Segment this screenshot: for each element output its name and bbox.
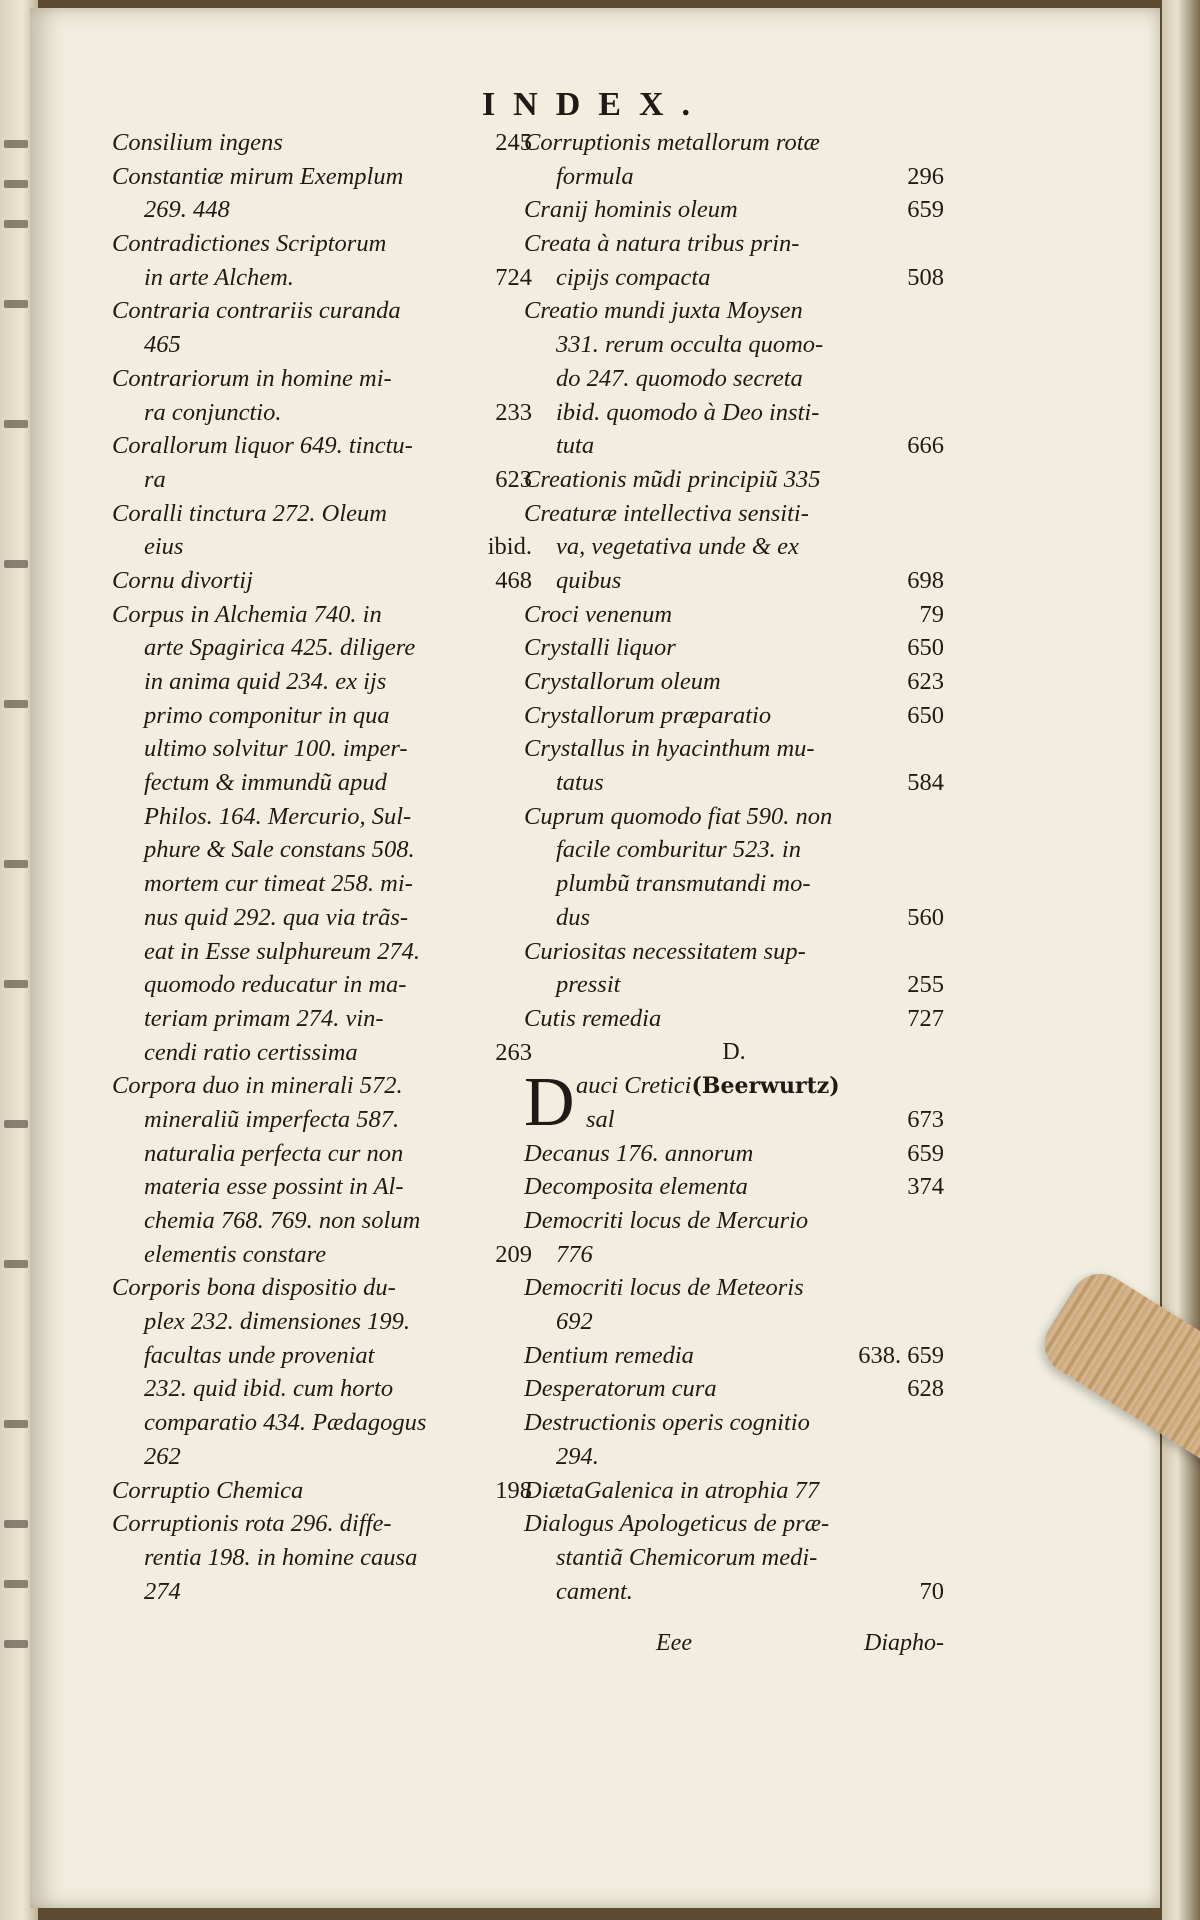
entry-line (112, 699, 532, 733)
entry-text: Decomposita elementa (524, 1173, 748, 1201)
entry-page: 628 (907, 1375, 944, 1403)
entry-text: dus (556, 903, 591, 931)
entry-text: cipijs compacta (556, 263, 711, 291)
entry-text: Corallorum liquor 649. tinctu- (112, 432, 413, 460)
entry-page: 727 (907, 1004, 944, 1032)
entry-line (524, 699, 944, 733)
index-entry (112, 1507, 532, 1608)
entry-text: Cutis remedia (524, 1004, 662, 1032)
entry-text: 262 (144, 1442, 181, 1470)
entry-line (112, 1271, 532, 1305)
index-entry (524, 1507, 944, 1608)
entry-line (112, 362, 532, 396)
page-edge-right (1162, 0, 1200, 1920)
entry-line (524, 766, 944, 800)
entry-page: 650 (907, 701, 944, 729)
entry-line (112, 732, 532, 766)
entry-line (524, 126, 944, 160)
entry-line (112, 530, 532, 564)
index-entry (112, 227, 532, 294)
entry-text: 232. quid ibid. cum horto (144, 1375, 394, 1403)
entry-line (112, 1474, 532, 1508)
entry-line (524, 463, 944, 497)
entry-text: arte Spagirica 425. diligere (144, 634, 416, 662)
index-entry (524, 1137, 944, 1171)
index-entry (524, 193, 944, 227)
entry-line (524, 261, 944, 295)
entry-text: plumbũ transmutandi mo- (556, 870, 811, 898)
entry-text: mortem cur timeat 258. mi- (144, 870, 413, 898)
entry-text: tuta (556, 432, 595, 460)
page-title: INDEX. (481, 86, 709, 123)
entry-text: 776 (556, 1240, 593, 1268)
entry-line (112, 631, 532, 665)
entry-text: comparatio 434. Pædagogus (144, 1409, 427, 1437)
entry-text: 294. (556, 1442, 599, 1470)
entry-text: Crystalli liquor (524, 634, 676, 662)
entry-page: 468 (495, 566, 532, 594)
index-entry (524, 1271, 944, 1338)
entry-text: Creata à natura tribus prin- (524, 230, 800, 258)
entry-line (524, 800, 944, 834)
index-entry (524, 1474, 944, 1508)
entry-text: in anima quid 234. ex ijs (144, 668, 387, 695)
index-entry (524, 126, 944, 193)
index-entry (112, 160, 532, 227)
entry-text: phure & Sale constans 508. (144, 836, 415, 864)
index-entry (524, 294, 944, 462)
index-entry (112, 294, 532, 361)
entry-line (112, 598, 532, 632)
entry-text: 331. rerum occulta quomo- (556, 331, 824, 359)
entry-line (112, 1170, 532, 1204)
entry-text: quibus (556, 566, 622, 594)
entry-page: 374 (907, 1173, 944, 1201)
entry-line (112, 1069, 532, 1103)
entry-text: ibid. quomodo à Deo insti- (556, 398, 820, 426)
entry-line (524, 1507, 944, 1541)
entry-line (112, 160, 532, 194)
entry-line (112, 1575, 532, 1609)
entry-page: 650 (907, 634, 944, 662)
entry-line (524, 396, 944, 430)
entry-text: pressit (556, 971, 621, 999)
entry-line (524, 631, 944, 665)
entry-text: facile comburitur 523. in (556, 836, 801, 864)
entry-line (524, 598, 944, 632)
dropcap-entry (524, 1064, 944, 1142)
catchword: Diapho- (864, 1630, 944, 1656)
entry-text: Dialogus Apologeticus de præ- (524, 1510, 830, 1538)
entry-text: materia esse possint in Al- (144, 1173, 404, 1201)
entry-page: 584 (907, 769, 944, 797)
entry-line (524, 497, 944, 531)
index-entry (112, 564, 532, 598)
entry-line (112, 328, 532, 362)
entry-text: Crystallus in hyacinthum mu- (524, 735, 815, 763)
entry-text: auci Cretici (576, 1072, 692, 1100)
entry-text: va, vegetativa unde & ex (556, 533, 799, 561)
entry-line (524, 294, 944, 328)
entry-line (524, 1305, 944, 1339)
entry-text: do 247. quomodo secreta (556, 364, 803, 392)
entry-text: sal (586, 1105, 615, 1133)
entry-line (112, 833, 532, 867)
entry-line (524, 160, 944, 194)
index-entry (524, 497, 944, 598)
entry-line (112, 1541, 532, 1575)
index-entry (112, 429, 532, 496)
entry-text: Crystallorum oleum (524, 668, 721, 695)
entry-text: Crystallorum præparatio (524, 701, 772, 729)
entry-text: elementis constare (144, 1240, 327, 1268)
entry-page: 198 (495, 1476, 532, 1504)
entry-line (524, 1137, 944, 1171)
index-entry (112, 126, 532, 160)
entry-text: mineraliũ imperfecta 587. (144, 1105, 400, 1133)
entry-line (112, 1137, 532, 1171)
entry-page: 724 (495, 263, 532, 291)
index-entry (524, 800, 944, 935)
entry-line (112, 1440, 532, 1474)
entry-text: Democriti locus de Meteoris (524, 1274, 804, 1302)
index-entry (112, 1271, 532, 1473)
entry-line (524, 328, 944, 362)
entry-text: Corpora duo in minerali 572. (112, 1072, 403, 1100)
entry-line (524, 1372, 944, 1406)
entry-line (524, 530, 944, 564)
entry-line (112, 1507, 532, 1541)
index-entry (524, 1204, 944, 1271)
entry-line (524, 429, 944, 463)
entry-line (112, 396, 532, 430)
entry-line (112, 968, 532, 1002)
entry-line (524, 1238, 944, 1272)
entry-text: Consilium ingens (112, 129, 283, 156)
entry-text: Corpus in Alchemia 740. in (112, 600, 382, 628)
entry-line (112, 800, 532, 834)
entry-line (112, 1036, 532, 1070)
entry-page: 255 (907, 971, 944, 999)
index-entry (524, 665, 944, 699)
book-page (30, 8, 1160, 1908)
entry-text: Cornu divortij (112, 566, 253, 594)
entry-line (524, 665, 944, 699)
entry-line (524, 935, 944, 969)
entry-text: eat in Esse sulphureum 274. (144, 937, 421, 965)
entry-line (112, 564, 532, 598)
entry-page: 209 (495, 1240, 532, 1268)
index-entry (524, 935, 944, 1002)
entry-page: 263 (495, 1038, 532, 1066)
index-entry (112, 362, 532, 429)
index-entry (524, 699, 944, 733)
signature-mark: Eee (656, 1630, 692, 1656)
entry-line (112, 463, 532, 497)
entry-page: 698 (907, 566, 944, 594)
entry-line (524, 564, 944, 598)
index-entry (524, 1406, 944, 1473)
entry-line (112, 497, 532, 531)
entry-page: 70 (919, 1577, 944, 1605)
entry-text: Corporis bona dispositio du- (112, 1274, 396, 1302)
entry-line (112, 901, 532, 935)
entry-line (524, 1575, 944, 1609)
entry-line (524, 901, 944, 935)
entry-text: cament. (556, 1577, 633, 1605)
entry-text: primo componitur in qua (144, 701, 390, 729)
entry-line (112, 294, 532, 328)
entry-line (524, 362, 944, 396)
index-entry (524, 227, 944, 294)
entry-text: nus quid 292. qua via trãs- (144, 903, 409, 931)
entry-text: formula (556, 162, 634, 190)
entry-text: Creatio mundi juxta Moysen (524, 297, 803, 325)
entry-line (112, 261, 532, 295)
entry-line (524, 1204, 944, 1238)
entry-text: Corruptionis rota 296. diffe- (112, 1510, 392, 1538)
index-entry (112, 1474, 532, 1508)
entry-text: Democriti locus de Mercurio (524, 1207, 809, 1235)
entry-line (112, 126, 532, 160)
entry-text: plex 232. dimensiones 199. (144, 1308, 411, 1336)
entry-page: ibid. (487, 533, 532, 561)
index-entry (112, 1069, 532, 1271)
entry-line (524, 1271, 944, 1305)
entry-text: cendi ratio certissima (144, 1038, 358, 1066)
entry-text: 274 (144, 1577, 181, 1605)
index-entry (524, 631, 944, 665)
entry-page: 659 (907, 196, 944, 224)
entry-page: 623 (907, 668, 944, 695)
entry-line (524, 1170, 944, 1204)
entry-text: Curiositas necessitatem sup- (524, 937, 806, 965)
entry-line (112, 665, 532, 699)
entry-page: 79 (919, 600, 944, 628)
section-letter-d: D. (722, 1038, 746, 1065)
entry-line (112, 1238, 532, 1272)
entry-text: Decanus 176. annorum (524, 1139, 754, 1167)
entry-text: Croci venenum (524, 600, 673, 628)
entry-text: ra (144, 465, 166, 493)
entry-page: 638. 659 (858, 1341, 944, 1369)
entry-text: Philos. 164. Mercurio, Sul- (144, 802, 412, 830)
entry-text: rentia 198. in homine causa (144, 1543, 418, 1571)
entry-line (112, 867, 532, 901)
entry-page: 508 (907, 263, 944, 291)
entry-text: Creationis mũdi principiũ 335 (524, 465, 821, 493)
entry-line (524, 1541, 944, 1575)
dropcap-letter: D (524, 1064, 575, 1142)
entry-text: 692 (556, 1308, 593, 1336)
index-entry (524, 732, 944, 799)
entry-line (524, 1002, 944, 1036)
entry-text: in arte Alchem. (144, 263, 294, 291)
entry-text: ra conjunctio. (144, 398, 282, 426)
entry-page: 666 (907, 432, 944, 460)
entry-line (524, 227, 944, 261)
entry-line (112, 429, 532, 463)
entry-line (112, 227, 532, 261)
entry-text: Desperatorum cura (524, 1375, 717, 1403)
fraktur-gloss: (Beerwurtz) (691, 1073, 840, 1100)
entry-text: Corruptionis metallorum rotæ (524, 129, 820, 156)
entry-text: Contrariorum in homine mi- (112, 364, 392, 392)
index-entry (112, 598, 532, 1070)
entry-page: 296 (907, 162, 944, 190)
entry-text: fectum & immundũ apud (144, 769, 387, 797)
entry-text: stantiã Chemicorum medi- (556, 1543, 818, 1571)
entry-text: eius (144, 533, 184, 561)
entry-line (524, 833, 944, 867)
index-entry (524, 463, 944, 497)
entry-text: quomodo reducatur in ma- (144, 971, 407, 999)
entry-text: Corruptio Chemica (112, 1476, 304, 1504)
entry-text: 465 (144, 331, 181, 359)
entry-text: Creaturæ intellectiva sensiti- (524, 499, 809, 527)
entry-line (112, 1204, 532, 1238)
entry-line (524, 732, 944, 766)
entry-line (524, 867, 944, 901)
entry-line (524, 1406, 944, 1440)
index-entry (524, 1339, 944, 1373)
entry-text: chemia 768. 769. non solum (144, 1207, 421, 1234)
index-entry (524, 1170, 944, 1204)
entry-line (112, 193, 532, 227)
entry-line (112, 935, 532, 969)
entry-line (112, 766, 532, 800)
entry-line (112, 1372, 532, 1406)
entry-line (112, 1305, 532, 1339)
left-index-column (112, 126, 532, 1608)
entry-page: 659 (907, 1139, 944, 1167)
index-entry (524, 1002, 944, 1036)
entry-line (524, 1474, 944, 1508)
entry-text: Contraria contrariis curanda (112, 297, 401, 325)
entry-page: 673 (907, 1105, 944, 1133)
entry-line (524, 1339, 944, 1373)
index-entry (524, 598, 944, 632)
entry-line (112, 1406, 532, 1440)
entry-text: tatus (556, 769, 604, 797)
index-entry (524, 1372, 944, 1406)
entry-text: Cuprum quomodo fiat 590. non (524, 802, 833, 830)
entry-text: facultas unde proveniat (144, 1341, 375, 1369)
entry-line (112, 1002, 532, 1036)
entry-text: Constantiæ mirum Exemplum (112, 162, 404, 190)
entry-text: Coralli tinctura 272. Oleum (112, 499, 387, 527)
entry-text: Cranij hominis oleum (524, 196, 738, 224)
entry-line (524, 968, 944, 1002)
entry-text: ultimo solvitur 100. imper- (144, 735, 408, 763)
index-entry (112, 497, 532, 564)
entry-line (112, 1339, 532, 1373)
entry-line (524, 193, 944, 227)
entry-page: 245 (495, 129, 532, 156)
entry-text: naturalia perfecta cur non (144, 1139, 404, 1167)
entry-text: DiætaGalenica in atrophia 77 (524, 1476, 820, 1504)
entry-text: Dentium remedia (524, 1341, 694, 1369)
entry-line (524, 1440, 944, 1474)
entry-page: 233 (495, 398, 532, 426)
entry-text: 269. 448 (144, 196, 230, 224)
entry-page: 560 (907, 903, 944, 931)
right-index-column (524, 126, 944, 1608)
entry-line (112, 1103, 532, 1137)
entry-text: teriam primam 274. vin- (144, 1004, 384, 1032)
entry-page: 623 (495, 465, 532, 493)
entry-text: Destructionis operis cognitio (524, 1409, 810, 1437)
entry-text: Contradictiones Scriptorum (112, 230, 387, 258)
